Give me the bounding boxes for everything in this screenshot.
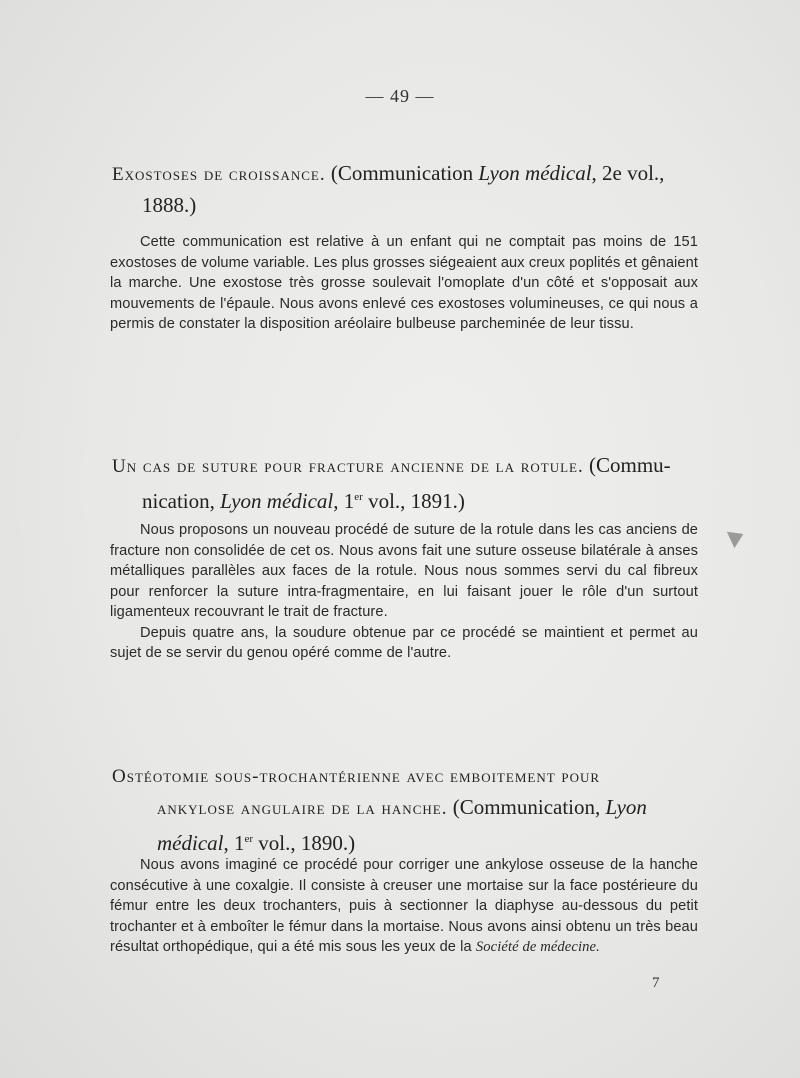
title-text: (Communication <box>325 161 479 185</box>
title-smallcaps: ankylose angulaire de la hanche. <box>157 798 448 819</box>
paragraph: Cette communication est relative à un enfant qui ne comptait pas moins de 151 exostoses de volume variable. Les plus grosses siégeaient aux creux poplités et gênaient la marche. Une exostose très grosse soulevait l'omoplate d'un côté et s'opposait aux mouvements de l'épaule. Nous avons enlevé ces exostoses volumineuses, ce qui nous a permis de constater la disposition aréolaire bulbeuse parcheminée de leur tissu. <box>110 234 698 332</box>
section-title-rotule <box>112 450 700 517</box>
title-continuation <box>112 824 700 859</box>
title-text: , 2e vol., <box>591 161 665 185</box>
title-journal: Lyon <box>605 795 647 819</box>
title-smallcaps: Un cas de suture pour fracture ancienne de la rotule. <box>112 456 584 477</box>
paragraph: Depuis quatre ans, la soudure obtenue par ce procédé se maintient et permet au sujet de se servir du genou opéré comme de l'autre. <box>110 624 698 661</box>
paragraph: Nous proposons un nouveau procédé de suture de la rotule dans les cas anciens de fracture non consolidée de cet os. Nous avons fait une suture osseuse bilatérale à anses métalliques parallèles aux faces de la rotule. Nous nous sommes servi du cal fibreux pour renforcer la suture intra-fragmentaire, en lui faisant jouer le rôle d'un surtout ligamenteux recouvrant le trait de fracture. <box>110 522 698 620</box>
folio-number: — 49 — <box>365 86 435 106</box>
title-continuation <box>112 792 700 824</box>
title-text: vol., 1891.) <box>362 489 465 513</box>
title-smallcaps: Exostoses de croissance. <box>112 164 326 185</box>
page-marker-arrow <box>727 526 747 548</box>
title-text: (Communication, <box>447 795 606 819</box>
title-text: nication, <box>142 489 221 513</box>
section-body-osteotomie <box>110 855 698 958</box>
paragraph-text: Nous avons imaginé ce procédé pour corriger une ankylose osseuse de la hanche consécutive à une coxalgie. Il consiste à creuser une mortaise sur la face postérieure du fémur entre les deux trochanters, puis à sectionner la diaphyse au-dessous du petit trochanter et à emboîter le fémur dans la mortaise. Nous avons ainsi obtenu un très beau résultat orthopédique, qui a été mis sous les yeux de la <box>110 857 698 955</box>
section-title-osteotomie <box>112 760 700 859</box>
society-name: Société de médecine. <box>475 939 600 955</box>
section-body-exostoses <box>110 232 698 335</box>
title-text: (Commu- <box>583 453 671 477</box>
title-smallcaps: Ostéotomie sous-trochantérienne avec emboitement pour <box>112 766 601 787</box>
title-continuation <box>112 482 700 517</box>
title-journal: Lyon médical <box>478 161 592 185</box>
section-body-rotule <box>110 520 698 664</box>
signature-number: 7 <box>652 975 660 991</box>
title-journal: médical <box>157 831 224 855</box>
title-text: vol., 1890.) <box>253 831 356 855</box>
title-text: , 1 <box>223 831 245 855</box>
title-text: , 1 <box>333 489 355 513</box>
section-title-exostoses <box>112 158 700 221</box>
paragraph <box>110 855 698 958</box>
title-superscript: er <box>354 491 363 503</box>
title-journal: Lyon médical <box>220 489 334 513</box>
title-superscript: er <box>244 833 254 845</box>
title-continuation: 1888.) <box>142 193 197 217</box>
